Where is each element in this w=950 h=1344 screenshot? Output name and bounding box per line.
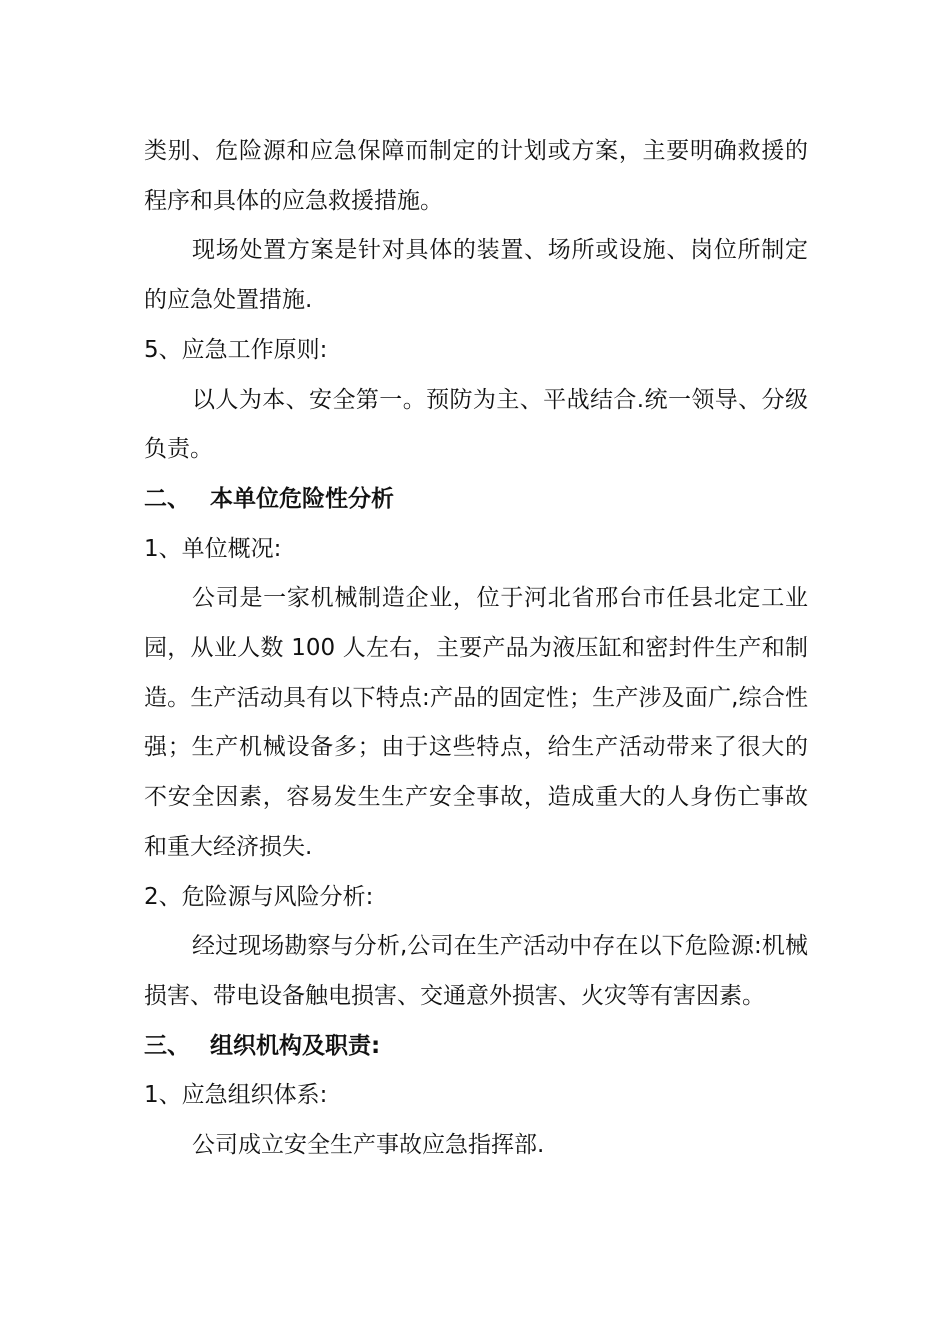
paragraph-principles: 以人为本、安全第一。预防为主、平战结合.统一领导、分级负责。 xyxy=(144,386,808,463)
paragraph-company-overview: 公司是一家机械制造企业，位于河北省邢台市任县北定工业园，从业人数 100 人左右，主要产品为液压缸和密封件生产和制造。生产活动具有以下特点:产品的固定性；生产涉及面广,综合性强；生产机械设备多；由于这些特点，给生产活动带来了很大的不安全因素，容易发生生产安全事故，造成重大的人身伤亡事故和重大经济损失. xyxy=(144,585,808,860)
item-emergency-principles: 5、应急工作原则: xyxy=(144,336,328,363)
paragraph-plan-definition-continued: 类别、危险源和应急保障而制定的计划或方案，主要明确救援的程序和具体的应急救援措施。 xyxy=(144,138,808,214)
item-company-overview: 1、单位概况: xyxy=(144,535,282,562)
document-body xyxy=(144,127,808,1171)
section-heading-organization xyxy=(144,1022,808,1072)
section-title: 本单位危险性分析 xyxy=(210,485,394,512)
item-emergency-organization: 1、应急组织体系: xyxy=(144,1082,328,1109)
section-number: 二、 xyxy=(144,485,190,512)
section-heading-risk-analysis xyxy=(144,475,808,525)
paragraph-command-center: 公司成立安全生产事故应急指挥部. xyxy=(192,1132,545,1159)
section-title: 组织机构及职责: xyxy=(210,1032,381,1059)
paragraph-hazard-analysis: 经过现场勘察与分析,公司在生产活动中存在以下危险源:机械损害、带电设备触电损害、交通意外损害、火灾等有害因素。 xyxy=(144,933,808,1009)
item-hazard-analysis: 2、危险源与风险分析: xyxy=(144,883,374,910)
paragraph-onsite-plan: 现场处置方案是针对具体的装置、场所或设施、岗位所制定的应急处置措施. xyxy=(144,237,808,314)
section-number: 三、 xyxy=(144,1032,190,1059)
